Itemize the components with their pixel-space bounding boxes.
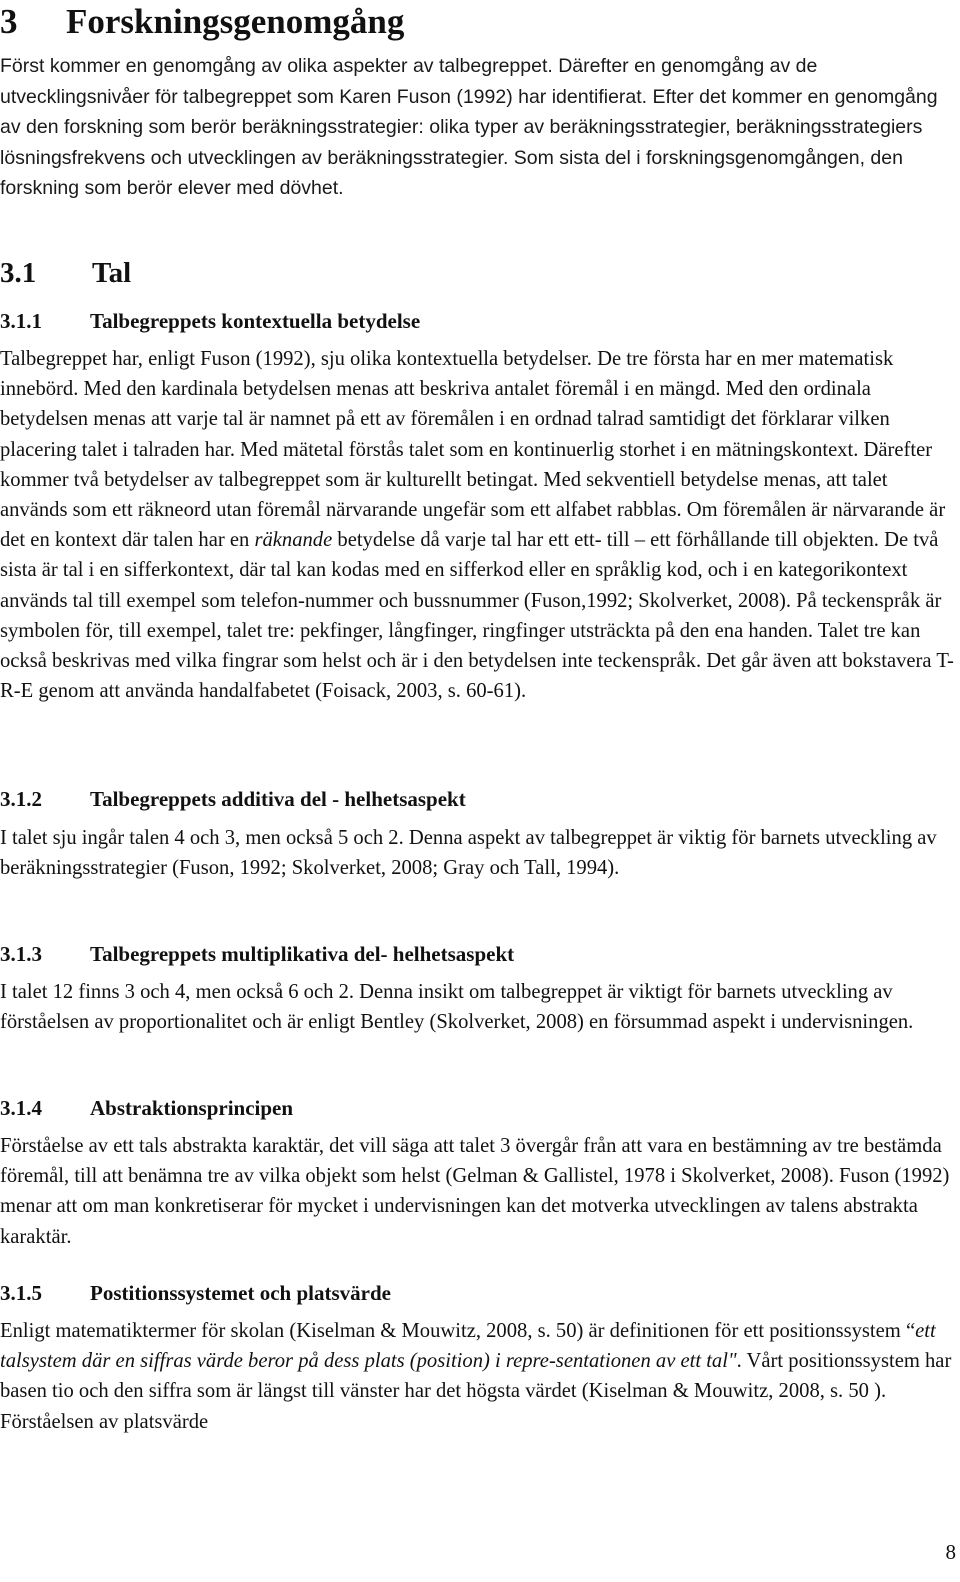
subsection-paragraph-3-1-1 <box>0 344 956 706</box>
subsection-title: Postitionssystemet och platsvärde <box>90 1281 391 1305</box>
subsection-paragraph-3-1-5 <box>0 1316 956 1437</box>
subsection-heading-3-1-4 <box>0 1094 293 1122</box>
emphasized-term: räknande <box>254 529 333 552</box>
paragraph-text: Talbegreppet har, enligt Fuson (1992), sju olika kontextuella betydelser. De tre första har en mer matematisk innebörd. Med den kardinala betydelsen menas att beskriva antalet föremål i en mängd. Med den ordinala betydelsen menas att varje tal är namnet på ett av föremålen i en ordnad talrad samtidigt det förklarar vilken placering talet i talraden har. Med mätetal förstås talet som en kontinuerlig storhet i en mätningskontext. Därefter kommer två betydelser av talbegreppet som är kulturellt betingat. Med sekventiell betydelse menas, att talet används som ett räkneord utan föremål närvarande ungefär som ett alfabet rabblas. Om föremålen är närvarande är det en kontext där talen har en <box>0 348 946 552</box>
section-number: 3.1 <box>0 257 37 289</box>
chapter-intro-paragraph: Först kommer en genomgång av olika aspekter av talbegreppet. Därefter en genomgång av de utvecklingsnivåer för talbegreppet som Karen Fuson (1992) har identifierat. Efter det kommer en genomgång av den forskning som berör beräkningsstrategier: olika typer av beräkningsstrategier, beräkningsstrategiers lösningsfrekvens och utvecklingen av beräkningsstrategier. Som sista del i forskningsgenomgången, den forskning som berör elever med dövhet. <box>0 55 938 200</box>
subsection-number: 3.1.2 <box>0 787 42 811</box>
subsection-number: 3.1.1 <box>0 309 42 333</box>
subsection-heading-3-1-1 <box>0 307 420 335</box>
page-number: 8 <box>945 1540 956 1564</box>
subsection-paragraph-3-1-3: I talet 12 finns 3 och 4, men också 6 och 2. Denna insikt om talbegreppet är viktigt för barnets utveckling av förståelsen av proportionalitet och är enligt Bentley (Skolverket, 2008) en försummad aspekt i undervisningen. <box>0 981 914 1034</box>
subsection-number: 3.1.5 <box>0 1281 42 1305</box>
subsection-paragraph-3-1-2: I talet sju ingår talen 4 och 3, men också 5 och 2. Denna aspekt av talbegreppet är viktig för barnets utveckling av beräkningsstrategier (Fuson, 1992; Skolverket, 2008; Gray och Tall, 1994). <box>0 827 937 880</box>
quoted-definition: ett talsystem där en siffras värde beror på dess plats (position) i repre-sentationen av ett tal" <box>0 1320 936 1373</box>
section-heading <box>0 255 131 291</box>
section-title: Tal <box>92 257 132 289</box>
subsection-heading-3-1-5 <box>0 1279 391 1307</box>
subsection-heading-3-1-2 <box>0 785 466 813</box>
subsection-title: Talbegreppets kontextuella betydelse <box>90 309 421 333</box>
subsection-title: Abstraktionsprincipen <box>90 1096 294 1120</box>
subsection-title: Talbegreppets additiva del - helhetsaspekt <box>90 787 466 811</box>
chapter-number: 3 <box>0 2 18 41</box>
subsection-number: 3.1.4 <box>0 1096 42 1120</box>
subsection-title: Talbegreppets multiplikativa del- helhetsaspekt <box>90 942 515 966</box>
chapter-heading <box>0 2 404 42</box>
paragraph-text: betydelse då varje tal har ett ett- till – ett förhållande till objekten. De två sista är tal i en sifferkontext, där tal kan kodas med en sifferkod eller en språklig kod, och i en kategorikontext används tal till exempel som telefon-nummer och bussnummer (Fuson,1992; Skolverket, 2008). På teckenspråk är symbolen för, till exempel, talet tre: pekfinger, långfinger, ringfinger utsträckta på den ena handen. Talet tre kan också beskrivas med vilka fingrar som helst och är i den betydelsen inte teckenspråk. Det går även att bokstavera T-R-E genom att använda handalfabetet (Foisack, 2003, s. 60-61). <box>0 529 954 703</box>
paragraph-text: . Vårt positionssystem har basen tio och den siffra som är längst till vänster har det högsta värdet (Kiselman & Mouwitz, 2008, s. 50 ). Förståelsen av platsvärde <box>0 1350 952 1433</box>
paragraph-text: Enligt matematiktermer för skolan (Kiselman & Mouwitz, 2008, s. 50) är definitionen för ett positionssystem “ <box>0 1320 916 1342</box>
subsection-number: 3.1.3 <box>0 942 42 966</box>
chapter-title: Forskningsgenomgång <box>66 2 405 41</box>
subsection-paragraph-3-1-4: Förståelse av ett tals abstrakta karaktär, det vill säga att talet 3 övergår från att vara en bestämning av tre bestämda föremål, till att benämna tre av vilka objekt som helst (Gelman & Gallistel, 1978 i Skolverket, 2008). Fuson (1992) menar att om man konkretiserar för mycket i undervisningen kan det motverka utvecklingen av talens abstrakta karaktär. <box>0 1135 950 1248</box>
subsection-heading-3-1-3 <box>0 940 514 968</box>
